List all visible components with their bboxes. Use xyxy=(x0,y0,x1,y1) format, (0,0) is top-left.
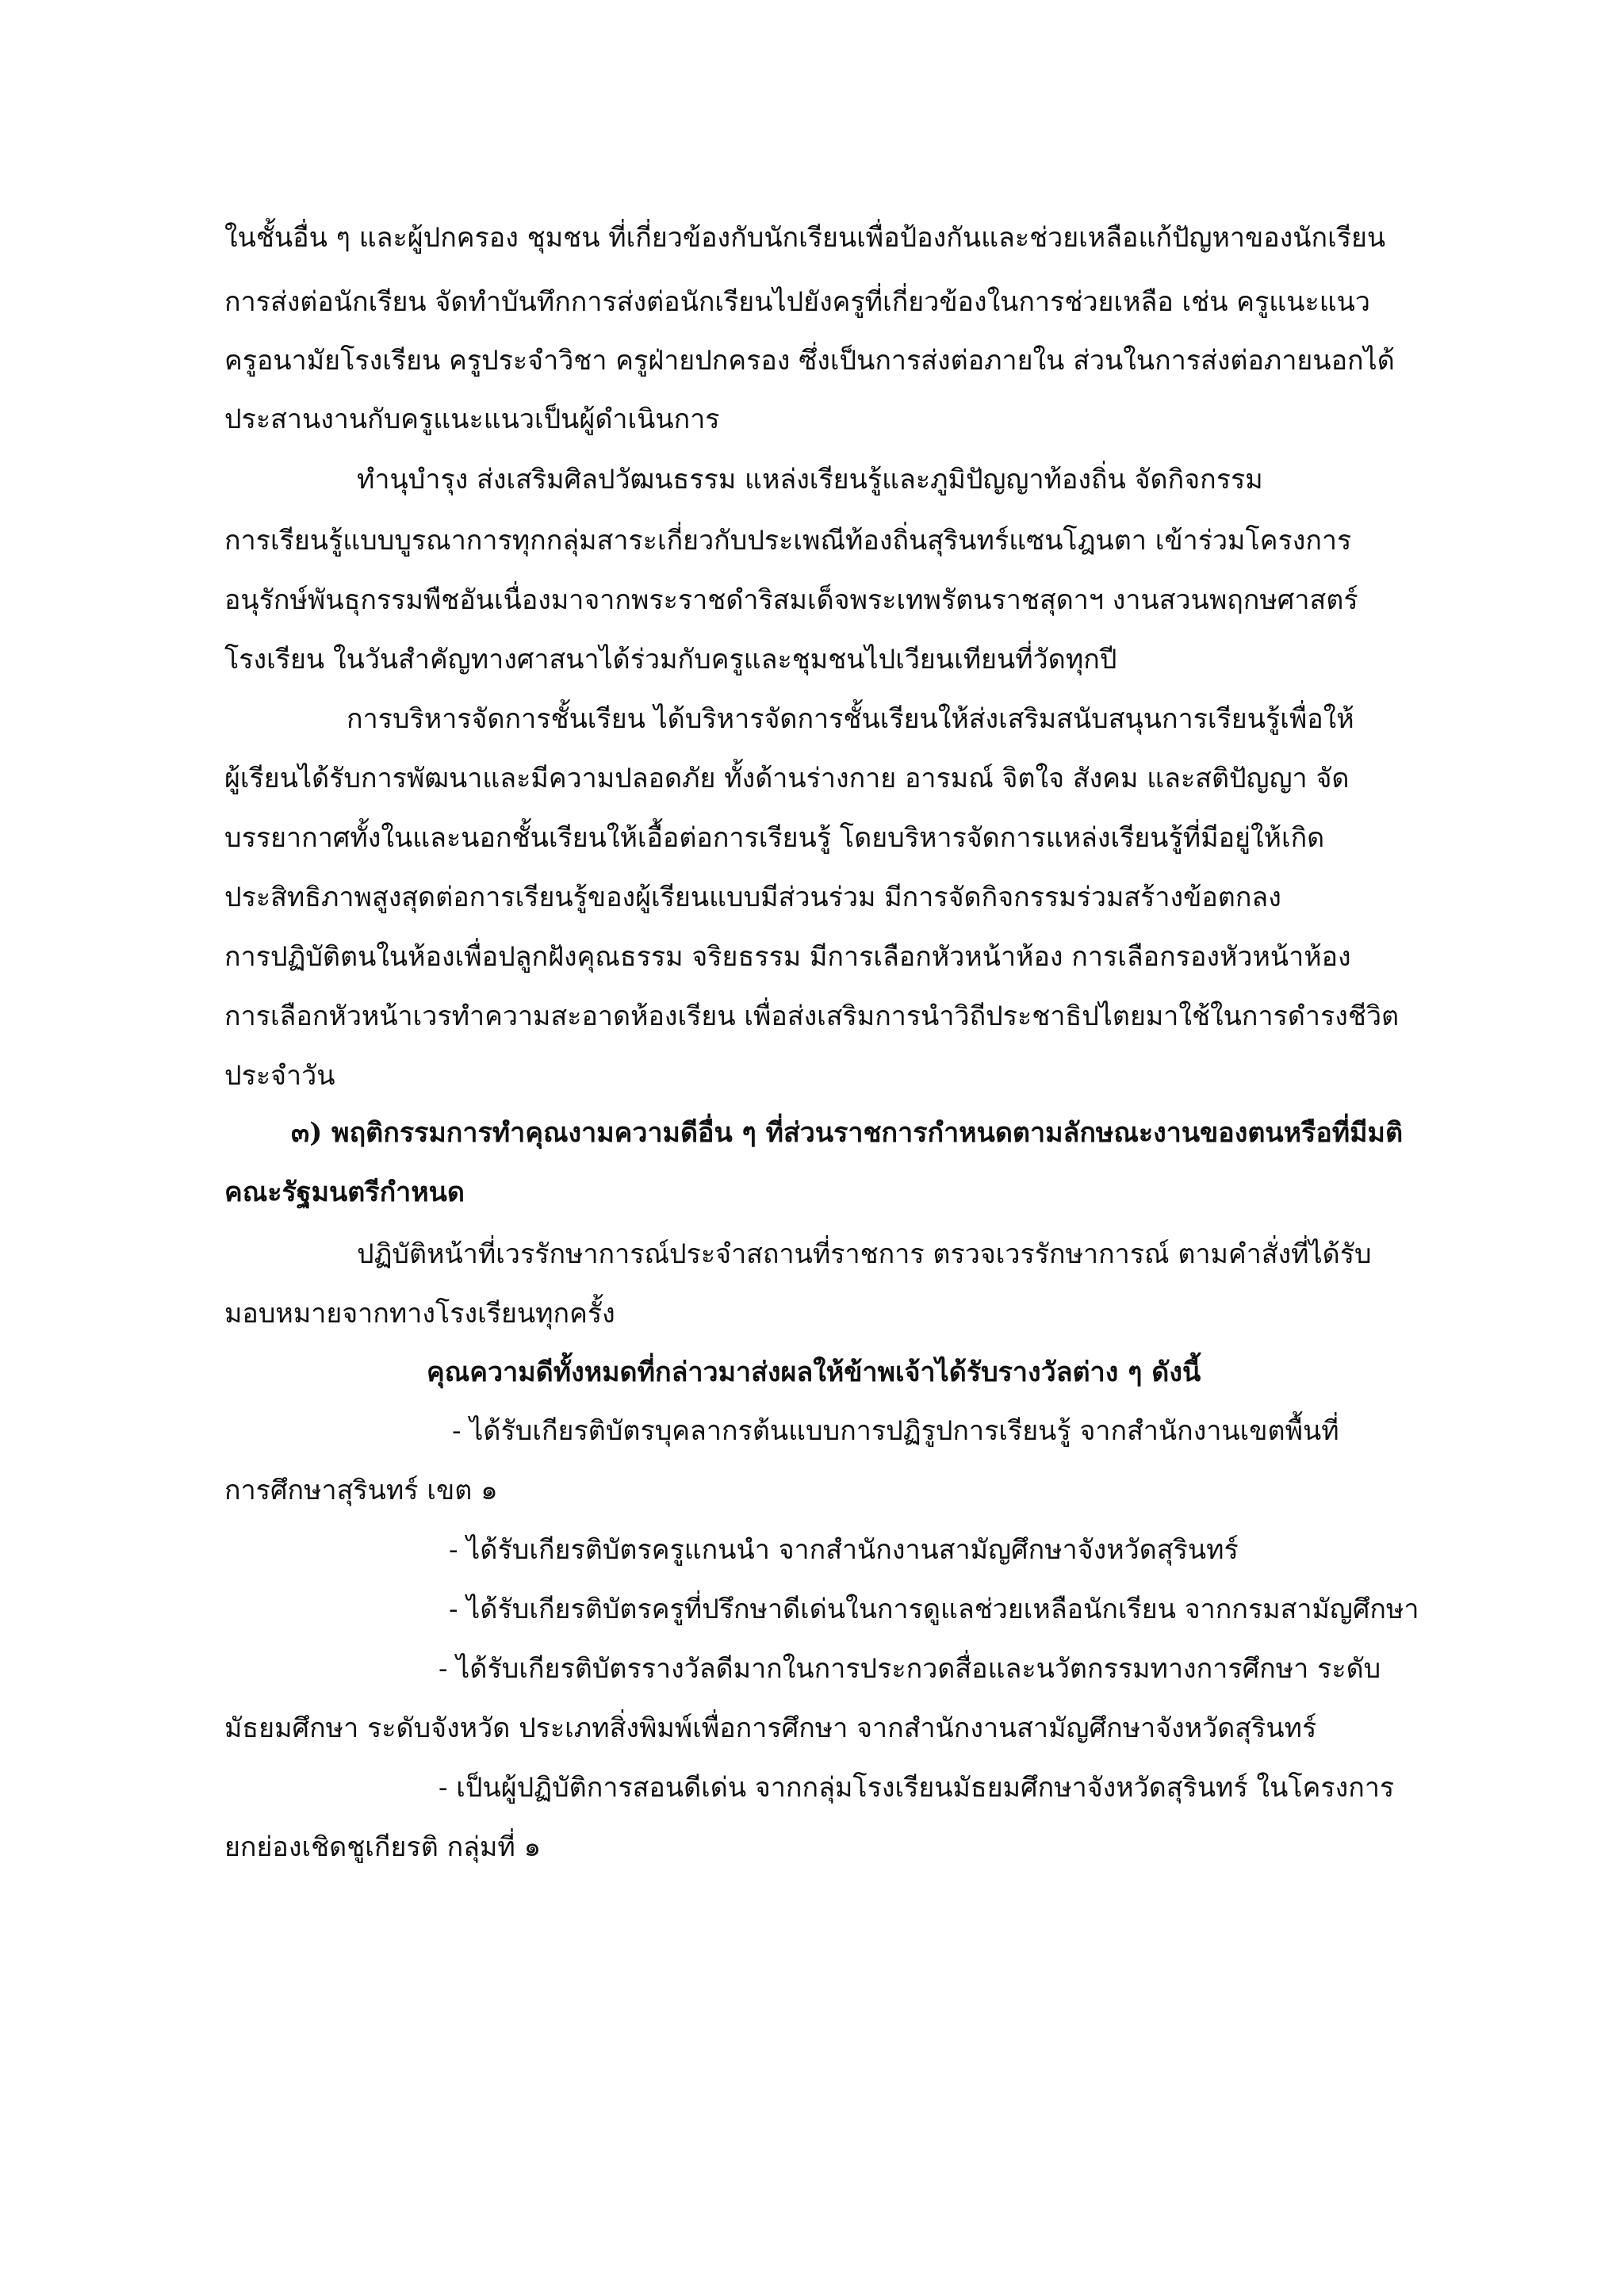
award-item: - ได้รับเกียรติบัตรรางวัลดีมากในการประกวดสื่อและนวัตกรรมทางการศึกษา ระดับ xyxy=(439,1653,1381,1685)
text-line: การเลือกหัวหน้าเวรทำความสะอาดห้องเรียน เพื่อส่งเสริมการนำวิถีประชาธิปไตยมาใช้ในการดำรงชีวิต xyxy=(224,1001,1400,1032)
text-line: การบริหารจัดการชั้นเรียน ได้บริหารจัดการชั้นเรียนให้ส่งเสริมสนับสนุนการเรียนรู้เพื่อให้ xyxy=(347,703,1354,735)
section-heading: ๓) พฤติกรรมการทำคุณงามความดีอื่น ๆ ที่ส่วนราชการกำหนดตามลักษณะงานของตนหรือที่มีมติ xyxy=(291,1117,1404,1149)
section-heading: คณะรัฐมนตรีกำหนด xyxy=(224,1177,465,1208)
award-item: - เป็นผู้ปฏิบัติการสอนดีเด่น จากกลุ่มโรงเรียนมัธยมศึกษาจังหวัดสุรินทร์ ในโครงการ xyxy=(439,1772,1395,1804)
awards-heading: คุณความดีทั้งหมดที่กล่าวมาส่งผลให้ข้าพเจ้าได้รับรางวัลต่าง ๆ ดังนี้ xyxy=(427,1357,1201,1388)
text-line: ประสิทธิภาพสูงสุดต่อการเรียนรู้ของผู้เรียนแบบมีส่วนร่วม มีการจัดกิจกรรมร่วมสร้างข้อตกลง xyxy=(224,882,1281,913)
text-line: โรงเรียน ในวันสำคัญทางศาสนาได้ร่วมกับครูและชุมชนไปเวียนเทียนที่วัดทุกปี xyxy=(224,644,1117,675)
text-line: บรรยากาศทั้งในและนอกชั้นเรียนให้เอื้อต่อการเรียนรู้ โดยบริหารจัดการแหล่งเรียนรู้ที่มีอยู่ให้เกิด xyxy=(224,822,1325,854)
text-line: มอบหมายจากทางโรงเรียนทุกครั้ง xyxy=(224,1298,615,1330)
text-line: ผู้เรียนได้รับการพัฒนาและมีความปลอดภัย ทั้งด้านร่างกาย อารมณ์ จิตใจ สังคม และสติปัญญา จัด xyxy=(224,763,1350,794)
text-line: ประสานงานกับครูแนะแนวเป็นผู้ดำเนินการ xyxy=(224,404,720,435)
text-line: ทำนุบำรุง ส่งเสริมศิลปวัฒนธรรม แหล่งเรียนรู้และภูมิปัญญาท้องถิ่น จัดกิจกรรม xyxy=(357,464,1263,496)
text-line: อนุรักษ์พันธุกรรมพืชอันเนื่องมาจากพระราชดำริสมเด็จพระเทพรัตนราชสุดาฯ งานสวนพฤกษศาสตร์ xyxy=(224,584,1358,616)
text-line: การส่งต่อนักเรียน จัดทำบันทึกการส่งต่อนักเรียนไปยังครูที่เกี่ยวข้องในการช่วยเหลือ เช่น ครูแนะแนว xyxy=(224,286,1370,318)
text-line: มัธยมศึกษา ระดับจังหวัด ประเภทสิ่งพิมพ์เพื่อการศึกษา จากสำนักงานสามัญศึกษาจังหวัดสุรินทร์ xyxy=(224,1712,1317,1744)
award-item: - ได้รับเกียรติบัตรครูที่ปรึกษาดีเด่นในการดูแลช่วยเหลือนักเรียน จากกรมสามัญศึกษา xyxy=(449,1594,1419,1625)
text-line: การศึกษาสุรินทร์ เขต ๑ xyxy=(224,1475,498,1506)
text-line: ปฏิบัติหน้าที่เวรรักษาการณ์ประจำสถานที่ราชการ ตรวจเวรรักษาการณ์ ตามคำสั่งที่ได้รับ xyxy=(357,1238,1372,1270)
text-line: ประจำวัน xyxy=(224,1060,335,1092)
award-item: - ได้รับเกียรติบัตรบุคลากรต้นแบบการปฏิรูปการเรียนรู้ จากสำนักงานเขตพื้นที่ xyxy=(452,1415,1339,1447)
text-line: การเรียนรู้แบบบูรณาการทุกกลุ่มสาระเกี่ยวกับประเพณีท้องถิ่นสุรินทร์แซนโฎนตา เข้าร่วมโครงการ xyxy=(224,525,1352,557)
text-line: ครูอนามัยโรงเรียน ครูประจำวิชา ครูฝ่ายปกครอง ซึ่งเป็นการส่งต่อภายใน ส่วนในการส่งต่อภายนอกได้ xyxy=(224,345,1395,377)
award-item: - ได้รับเกียรติบัตรครูแกนนำ จากสำนักงานสามัญศึกษาจังหวัดสุรินทร์ xyxy=(449,1534,1239,1566)
text-line: ในชั้นอื่น ๆ และผู้ปกครอง ชุมชน ที่เกี่ยวข้องกับนักเรียนเพื่อป้องกันและช่วยเหลือแก้ปัญหาของนักเรียน xyxy=(224,222,1386,254)
text-line: ยกย่องเชิดชูเกียรติ กลุ่มที่ ๑ xyxy=(224,1831,542,1863)
text-line: การปฏิบัติตนในห้องเพื่อปลูกฝังคุณธรรม จริยธรรม มีการเลือกหัวหน้าห้อง การเลือกรองหัวหน้าห้อง xyxy=(224,941,1351,973)
